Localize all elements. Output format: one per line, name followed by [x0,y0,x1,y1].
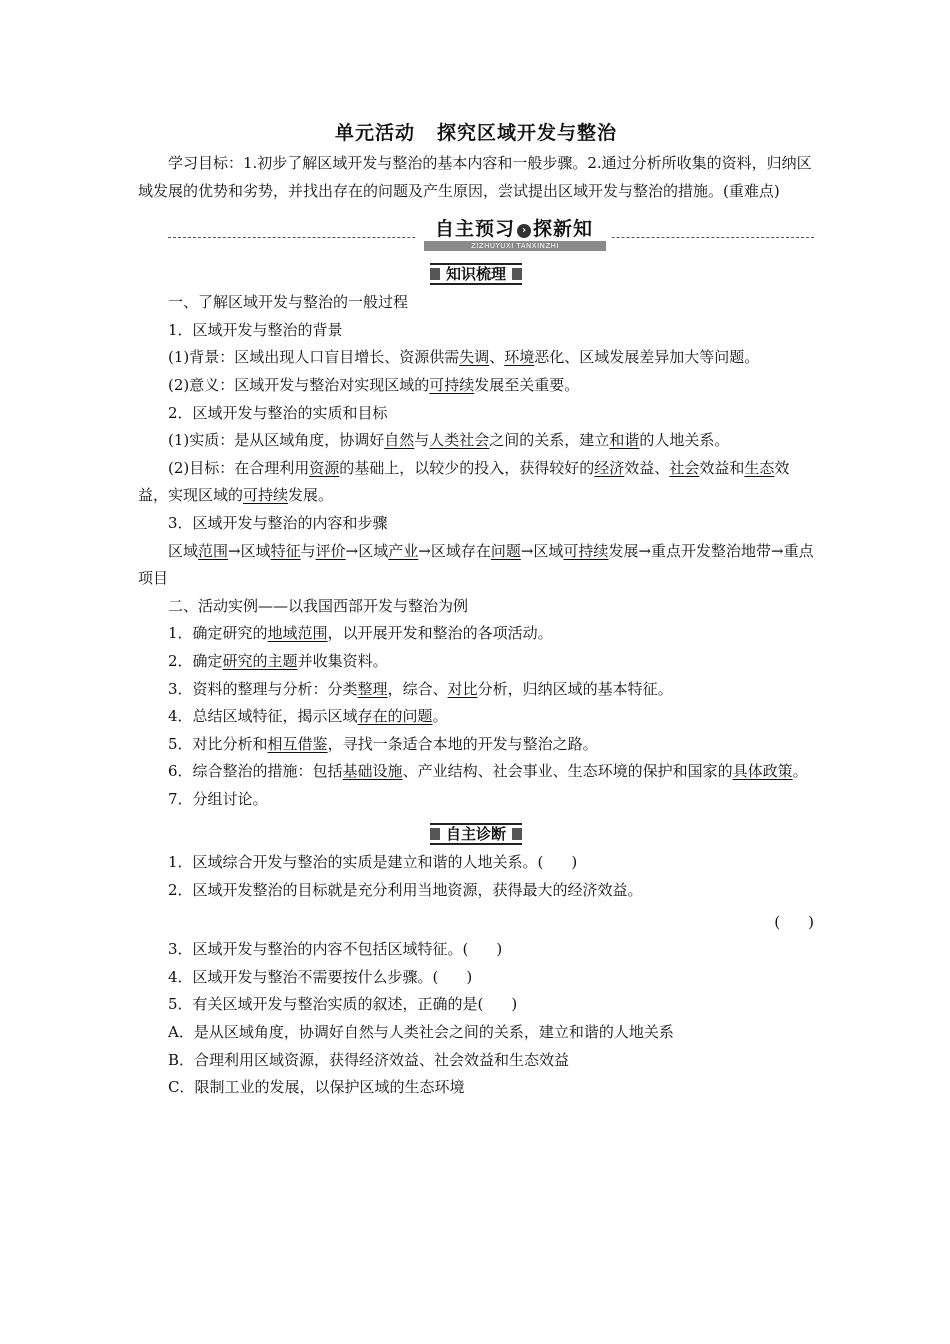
answer-blank: 可持续 [429,375,475,394]
question-3: 3．区域开发与整治的内容不包括区域特征。( ) [168,940,503,959]
answer-blank: 问题 [490,541,521,560]
answer-blank: 整理 [357,679,388,698]
paragraph-goal: (2)目标：在合理利用资源的基础上，以较少的投入，获得较好的经济效益、社会效益和生态效益，实现区域的可持续发展。 [138,458,790,505]
paragraph-significance: (2)意义：区域开发与整治对实现区域的可持续发展至关重要。 [168,375,580,394]
question-2: 2．区域开发整治的目标就是充分利用当地资源，获得最大的经济效益。 [168,881,643,900]
option-a: A．是从区域角度，协调好自然与人类社会之间的关系，建立和谐的人地关系 [168,1023,674,1042]
activity-step-5: 5．对比分析和相互借鉴，寻找一条适合本地的开发与整治之路。 [168,734,598,753]
document-page [138,118,814,1102]
page-title [138,118,814,148]
activity-step-6: 6．综合整治的措施：包括基础设施、产业结构、社会事业、生态环境的保护和国家的具体政策。 [168,762,808,781]
answer-blank: 经济 [594,458,625,477]
title-part-2: 探究区域开发与整治 [437,122,618,144]
answer-blank: 范围 [198,541,229,560]
title-part-1: 单元活动 [334,122,415,144]
answer-blank: 生态 [744,458,775,477]
answer-blank: 资源 [309,458,340,477]
option-c: C．限制工业的发展，以保护区域的生态环境 [168,1078,465,1097]
banner-left-text: 自主预习 [434,218,515,241]
answer-blank: 产业 [388,541,419,560]
activity-step-7: 7．分组讨论。 [168,789,268,808]
banner-subtitle: ZIZHUYUXI TANXINZHI [424,241,606,251]
answer-blank: 相互借鉴 [267,734,328,753]
answer-blank: 社会 [669,458,700,477]
question-4: 4．区域开发与整治不需要按什么步骤。( ) [168,967,473,986]
answer-blank: 可持续 [243,486,289,505]
learning-objectives: 学习目标：1.初步了解区域开发与整治的基本内容和一般步骤。2.通过分析所收集的资料，归纳区域发展的优势和劣势，并找出存在的问题及产生原因，尝试提出区域开发与整治的措施。(重难点) [138,154,812,200]
activity-step-4: 4．总结区域特征，揭示区域存在的问题。 [168,707,448,726]
paragraph-background: (1)背景：区域出现人口盲目增长、资源供需失调、环境恶化、区域发展差异加大等问题。 [168,348,760,367]
answer-blank: 存在的问题 [357,707,433,726]
answer-blank: 评价 [315,541,346,560]
answer-blank: 失调 [459,348,490,367]
preview-banner [138,215,814,255]
answer-blank: 可持续 [563,541,609,560]
activity-step-3: 3．资料的整理与分析：分类整理，综合、对比分析，归纳区域的基本特征。 [168,679,673,698]
answer-blank: 基础设施 [342,762,403,781]
heading-part-two: 二、活动实例——以我国西部开发与整治为例 [168,596,469,615]
answer-blank: 和谐 [609,431,640,450]
section-heading-knowledge: 知识梳理 [430,263,522,285]
paragraph-essence: (1)实质：是从区域角度，协调好自然与人类社会之间的关系，建立和谐的人地关系。 [168,431,730,450]
option-b: B．合理利用区域资源，获得经济效益、社会效益和生态效益 [168,1050,570,1069]
question-2-answer-blank: ( ) [774,912,814,931]
answer-blank: 自然 [384,431,415,450]
banner-right-text: 探新知 [533,218,594,241]
question-1: 1．区域综合开发与整治的实质是建立和谐的人地关系。( ) [168,853,578,872]
question-5: 5．有关区域开发与整治实质的叙述，正确的是( ) [168,995,518,1014]
answer-blank: 具体政策 [732,762,793,781]
answer-blank: 环境 [504,348,535,367]
section-heading-diagnosis: 自主诊断 [430,823,522,845]
answer-blank: 研究的主题 [222,651,298,670]
heading-part-one: 一、了解区域开发与整治的一般过程 [168,293,409,312]
subheading-background: 1．区域开发与整治的背景 [168,320,343,339]
answer-blank: 人类社会 [429,431,490,450]
activity-step-2: 2．确定研究的主题并收集资料。 [168,651,388,670]
activity-step-1: 1．确定研究的地域范围，以开展开发和整治的各项活动。 [168,624,553,643]
paragraph-steps: 区域范围→区域特征与评价→区域产业→区域存在问题→区域可持续发展→重点开发整治地带→重点项目 [138,541,814,588]
subheading-steps: 3．区域开发与整治的内容和步骤 [168,513,388,532]
answer-blank: 特征 [270,541,301,560]
arrow-right-icon: › [517,224,531,238]
subheading-essence: 2．区域开发与整治的实质和目标 [168,403,388,422]
answer-blank: 对比 [447,679,478,698]
answer-blank: 地域范围 [267,624,328,643]
